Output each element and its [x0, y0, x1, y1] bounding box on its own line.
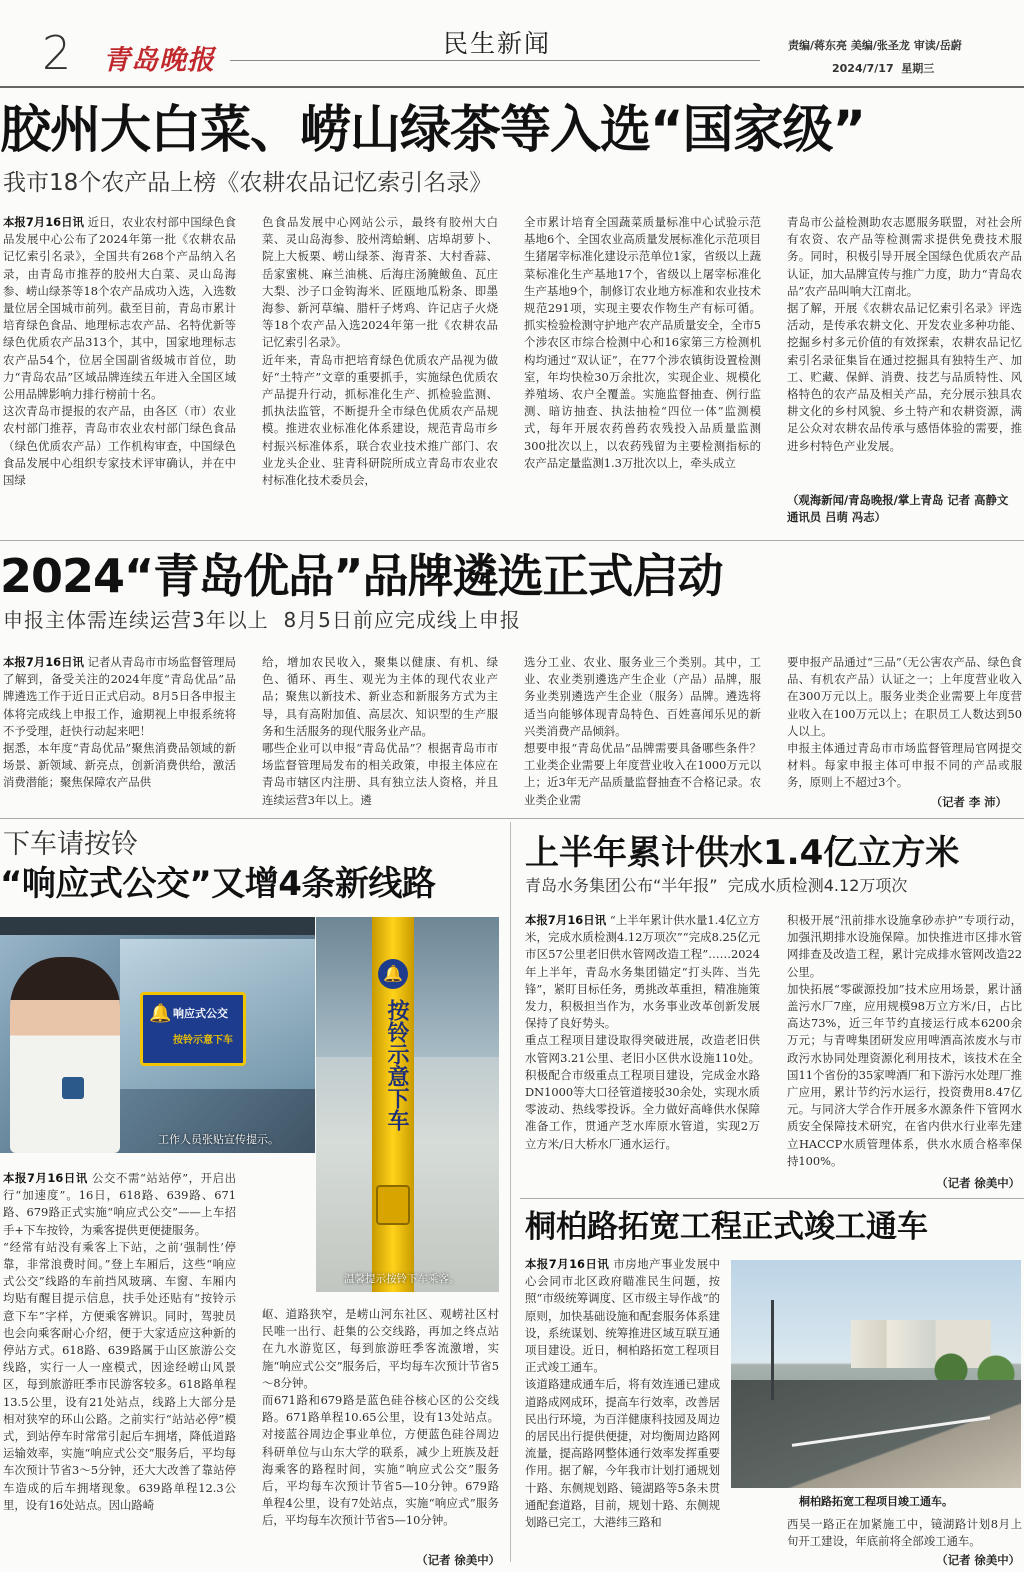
article3-text-col1: 公交不需“站站停”，开启出行“加速度”。16日，618路、639路、671路、679路正式实施“响应式公交”——上车招手+下车按铃，为乘客提供更便捷服务。 “经常有站没有乘客上下站，之前‘强制性’停靠，非常浪费时间。”登上车厢后，这些“响应式公交”线路的车前挡风玻璃、车窗、车厢内均贴有醒目提示信息，扶手处还贴有“按铃示意下车”字样，方便乘客辨识。同时，驾驶员也会向乘客耐心介绍，便于大家适应这种新的停站方式。618路、639路属于山区旅游公交线路，实行一人一座模式，因途经崂山风景区，每到旅游旺季市民游客较多。618路单程13.5公里，设有21处站点，线路上大部分是相对狭窄的环山公路。之前实行“站站必停”模式，到站停车时常常引起后车拥堵，降低道路运输效率，实施“响应式公交”服务后，平均每车次预计节省3～5分钟，还大大改善了靠站停车造成的后车拥堵现象。639路单程12.3公里，设有16处站点。因山路崎 [3, 1171, 236, 1512]
masthead-underline [0, 86, 1024, 88]
pole-stop-button [376, 1185, 410, 1225]
article4-text-col1: “上半年累计供水量1.4亿立方米，完成水质检测4.12万项次”“完成8.25亿元市区57公里老旧供水管网改造工程”……2024年上半年，青岛水务集团锚定“打头阵、当先锋”，紧盯目标任务，勇挑改革重担，精准施策发力，积极担当作为，水务事业改革创新发展保持了良好势头。 重点工程项目建设取得突破进展，改造老旧供水管网3.21公里、老旧小区供水设施110处。积极配合市级重点工程项目建设，完成金水路DN1000等大口径管道接驳30余处，实现水质零波动、热线零投诉。全力做好高峰供水保障准备工作，贯通产芝水库原水管道，实现2万立方米/日大桥水厂通水运行。 [525, 913, 760, 1151]
article4-dateline: 本报7月16日讯 [525, 913, 607, 927]
article1-column-2 [262, 214, 498, 534]
article2-text-col1: 记者从青岛市市场监督管理局了解到，备受关注的2024年度“青岛优品”品牌遴选工作于近日正式启动。8月5日各申报主体将完成线上申报工作，逾期视上申报系统将不予受理，赶快行动起来吧！ 据悉，本年度“青岛优品”聚焦消费品领域的新场景、新领域、新亮点，创新消费供给，激活消费潜能；聚焦保障农产品供 [3, 655, 236, 790]
article3-dateline: 本报7月16日讯 [3, 1171, 88, 1185]
sign-bell-icon: 🔔 [149, 1003, 172, 1024]
article4-subhead: 青岛水务集团公布“半年报” 完成水质检测4.12万项次 [525, 876, 908, 895]
article5-headline: 桐柏路拓宽工程正式竣工通车 [525, 1209, 928, 1245]
article1-text-col2: 色食品发展中心网站公示，最终有胶州大白菜、灵山岛海参、胶州湾蛤蜊、店埠胡萝卜、院上大板栗、崂山绿茶、海青茶、大村香蒜、岳家蜜桃、麻兰油桃、后海庄汤腌鲅鱼、瓦庄大梨、沙子口金钩海米、匠瓯地瓜粉条、即墨海参、新河草编、腊杆子烤鸡、许记店子火烧等18个农产品入选2024年第一批《农耕农品记忆索引名录》。 近年来，青岛市把培育绿色优质农产品视为做好“土特产”文章的重要抓手，实施绿色优质农产品提升行动，抓标准化生产、抓检验监测、抓执法监管，不断提升全市绿色优质农产品规模。推进农业标准化体系建设，规范青岛市乡村振兴标准体系，联合农业技术推广部门、农业龙头企业、驻青科研院所成立青岛市农业农村标准化技术委员会， [262, 215, 498, 488]
article1-column-4 [787, 214, 1022, 499]
article2-column-1 [3, 654, 236, 812]
page-number: 2 [42, 26, 72, 80]
article2-dateline: 本报7月16日讯 [3, 655, 84, 669]
article1-headline: 胶州大白菜、崂山绿茶等入选“国家级” [0, 101, 866, 160]
worker-figure [10, 957, 120, 1153]
article5-text-col2: 西吴一路正在加紧施工中，镜湖路计划8月上旬开工建设，年底前将全部竣工通车。 [787, 1517, 1022, 1549]
sign-title: 响应式公交 [173, 1007, 228, 1020]
article3-photo-worker [0, 917, 315, 1153]
pole-label: 按铃示意下车 [384, 999, 409, 1131]
article3-credit: （记者 徐美中） [416, 1553, 500, 1567]
sign-subtitle: 按铃示意下车 [173, 1035, 233, 1046]
article2-column-2 [262, 654, 498, 812]
article4-text-col2: 积极开展“汛前排水设施拿砂赤护”专项行动，加强汛期排水设施保障。加快推进市区排水管网排查及改造工程，累计完成排水管网改造22公里。 加快拓展“零碳源投加”技术应用场景，累计涵盖污水厂7座，应用规模98万立方米/日，占比高达73%，近三年节约直接运行成本6200余万元；与青啤集团研发应用啤酒高浓废水与市政污水协同处理资源化利用技术，该技术在全国11个省份的35家啤酒厂和下游污水处理厂推广应用，累计节约污水运行，投资费用8.47亿元。与同济大学合作开展多水源条件下管网水质安全保障技术研究，在省内供水行业率先建立HACCP水质管理体系，供水水质合格率保持100%。 [787, 913, 1022, 1168]
article3-column-1 [3, 1170, 236, 1570]
article5-photo-road [731, 1260, 1021, 1488]
article1-subhead: 我市18个农产品上榜《农耕农品记忆索引名录》 [3, 170, 493, 196]
article4-column-1 [525, 912, 760, 1194]
article5-dateline: 本报7月16日讯 [525, 1257, 610, 1271]
article5-column-2 [787, 1516, 1022, 1552]
article2-text-col4: 要申报产品通过“三品”（无公害农产品、绿色食品、有机农产品）认证之一；上年度营业收入在300万元以上。服务业类企业需要上年度营业收入在100万元以上；在职员工人数达到50人以上。 申报主体通过青岛市市场监督管理局官网提交材料。每家申报主体可申报不同的产品或服务，原则上不超过3个。 [787, 655, 1022, 790]
article2-bottom-rule [0, 818, 1024, 819]
article4-headline: 上半年累计供水1.4亿立方米 [525, 833, 960, 873]
column-divider [510, 822, 511, 1562]
bus-window-frame [0, 917, 315, 935]
worker-badge [62, 1077, 84, 1099]
article5-credit: （记者 徐美中） [936, 1553, 1020, 1567]
editor-credits: 责编/蒋东亮 美编/张圣龙 审读/岳蔚 [788, 39, 962, 52]
street-lamp [771, 1300, 774, 1400]
article2-text-col2: 给，增加农民收入，聚集以健康、有机、绿色、循环、再生、观光为主体的现代农业产品；聚焦以新技术、新业态和新服务方式为主导，具有高附加值、高层次、知识型的生产服务和生活服务的现代服务业产品。 哪些企业可以申报“青岛优品”？根据青岛市市场监督管理局发布的相关政策，申报主体应在青岛市辖区内注册、具有独立法人资格，并且连续运营3年以上。遴 [262, 655, 498, 807]
article4-column-2 [787, 912, 1022, 1174]
pole-bell-icon: 🔔 [378, 959, 408, 989]
article4-bottom-rule [520, 1198, 1024, 1199]
article1-dateline: 本报7月16日讯 [3, 215, 84, 229]
masthead-rule [230, 60, 760, 61]
article2-credit: （记者 李 沛） [930, 795, 1007, 809]
article1-column-3 [524, 214, 761, 534]
article5-text-col1: 市房地产事业发展中心会同市北区政府瞄准民生问题，按照“市级统筹调度、区市级主导作战”的原则，加快基础设施和配套服务体系建设，系统谋划、统筹推进区域互联互通项目建设。近日，桐柏路拓宽工程项目正式竣工通车。 该道路建成通车后，将有效连通已建成道路成网成环，提高车行效率，改善居民出行环境，为百洋健康科技园及周边的居民出行提供便捷，对均衡周边路网流量，提高路网整体通行效率发挥重要作用。据了解，今年我市计划打通规划十路、东侧规划路、镜湖路等5条未贯通配套道路，目前，规划十路、东侧规划路已完工，大港纬三路和 [525, 1257, 720, 1530]
article3-text-col2: 岖、道路狭窄，是崂山河东社区、观崂社区村民唯一出行、赶集的公交线路，再加之终点站在九水游览区，每到旅游旺季客流激增，实施“响应式公交”服务后，平均每车次预计节省5～8分钟。 而671路和679路是蓝色硅谷核心区的公交线路。671路单程10.65公里，设有13处站点。对接蓝谷周边企事业单位，方便蓝色硅谷周边科研单位与山东大学的联系，减少上班族及赶海乘客的路程时间，实施“响应式公交”服务后，平均每车次预计节省5—10分钟。679路单程4公里，设有7处站点，实施“响应式”服务后，平均每车次预计节省5—10分钟。 [262, 1307, 499, 1528]
article1-text-col3: 全市累计培育全国蔬菜质量标准中心试验示范基地6个、全国农业高质量发展标准化示范项目生猪屠宰标准化建设示范单位1家，省级以上蔬菜标准化生产基地17个，省级以上屠宰标准化生产基地9个，制修订农业地方标准和农业技术规范291项，实现主要农作物生产有标可循。抓实检验检测守护地产农产品质量安全，全市5个涉农区市综合检测中心和16家第三方检测机构均通过“双认证”，在77个涉农镇街设置检测室，年均快检30万余批次，实现企业、规模化养殖场、农户全覆盖。实施监督抽查、例行监测、暗访抽查、执法抽检“四位一体”监测模式，每年开展农药兽药农残投入品质量监测300批次以上，以农药残留为主要检测指标的农产品定量监测1.3万批次以上，牵头成立 [524, 215, 761, 470]
article1-credit: （观海新闻/青岛晚报/掌上青岛 记者 高静文 通讯员 吕萌 冯志） [787, 493, 1009, 524]
article2-headline: 2024“青岛优品”品牌遴选正式启动 [0, 549, 723, 603]
article1-text-col1: 近日，农业农村部中国绿色食品发展中心公布了2024年第一批《农耕农品记忆索引名录》，全国共有268个产品纳入名录，由青岛市推荐的胶州大白菜、灵山岛海参、崂山绿茶等18个农产品成功入选，入选数量位居全国城市前列。截至目前，青岛市累计培育绿色食品、地理标志农产品、名特优新等绿色优质农产品313个，其中，国家地理标志农产品54个，位居全国副省级城市首位，助力“青岛农品”区域品牌连续五年进入全国区域公用品牌影响力排行榜前十名。 这次青岛市提报的农产品，由各区（市）农业农村部门推荐，青岛市农业农村部门绿色食品（绿色优质农产品）工作机构审查，中国绿色食品发展中心组织专家技术评审确认，并在中国绿 [3, 215, 236, 488]
article3-column-2 [262, 1306, 499, 1550]
article3-kicker: 下车请按铃 [3, 829, 138, 860]
article1-column-1 [3, 214, 236, 534]
response-bus-sign [140, 992, 246, 1066]
photo-caption-right: 温馨提示按铃下车乘客。 [344, 1273, 460, 1285]
paper-logo: 青岛晚报 [103, 45, 215, 76]
issue-date: 2024/7/17 星期三 [832, 62, 935, 75]
article2-column-3 [524, 654, 761, 812]
article1-text-col4: 青岛市公益检测助农志愿服务联盟，对社会所有农资、农产品等检测需求提供免费技术服务。同时，积极引导开展全国绿色优质农产品认证，加大品牌宣传与推广力度，助力“青岛农品”农产品叫响大江南北。 据了解，开展《农耕农品记忆索引名录》评选活动，是传承农耕文化、开发农业多种功能、挖掘乡村多元价值的有效探索，农耕农品记忆索引名录征集旨在通过挖掘具有独特生产、加工、贮藏、保鲜、消费、技艺与品质特性、风格特色的农产品及相关产品，充分展示独具农耕文化的乡村风貌、乡土特产和农耕资源，满足公众对农耕农品传承与感悟体验的需要，推进乡村特色产业发展。 [787, 215, 1022, 453]
article4-credit: （记者 徐美中） [936, 1176, 1020, 1190]
article5-column-1 [525, 1256, 720, 1572]
section-title: 民生新闻 [442, 29, 551, 58]
article3-headline: “响应式公交”又增4条新线路 [0, 864, 436, 904]
article2-top-rule [0, 540, 1024, 541]
article5-photo-caption: 桐柏路拓宽工程项目竣工通车。 [799, 1495, 953, 1508]
article2-subhead: 申报主体需连续运营3年以上 8月5日前应完成线上申报 [3, 608, 521, 632]
article3-photo-pole [316, 917, 499, 1292]
photo-caption-left: 工作人员张贴宣传提示。 [158, 1133, 279, 1146]
article2-column-4 [787, 654, 1022, 794]
article2-text-col3: 选分工业、农业、服务业三个类别。其中，工业、农业类别遴选产生企业（产品）品牌，服务业类别遴选产生企业（服务）品牌。遴选将适当向能够体现青岛特色、百姓喜闻乐见的新兴类消费产品倾斜。 想要申报“青岛优品”品牌需要具备哪些条件？工业类企业需要上年度营业收入在1000万元以上；近3年无产品质量监督抽查不合格记录。农业类企业需 [524, 655, 761, 807]
